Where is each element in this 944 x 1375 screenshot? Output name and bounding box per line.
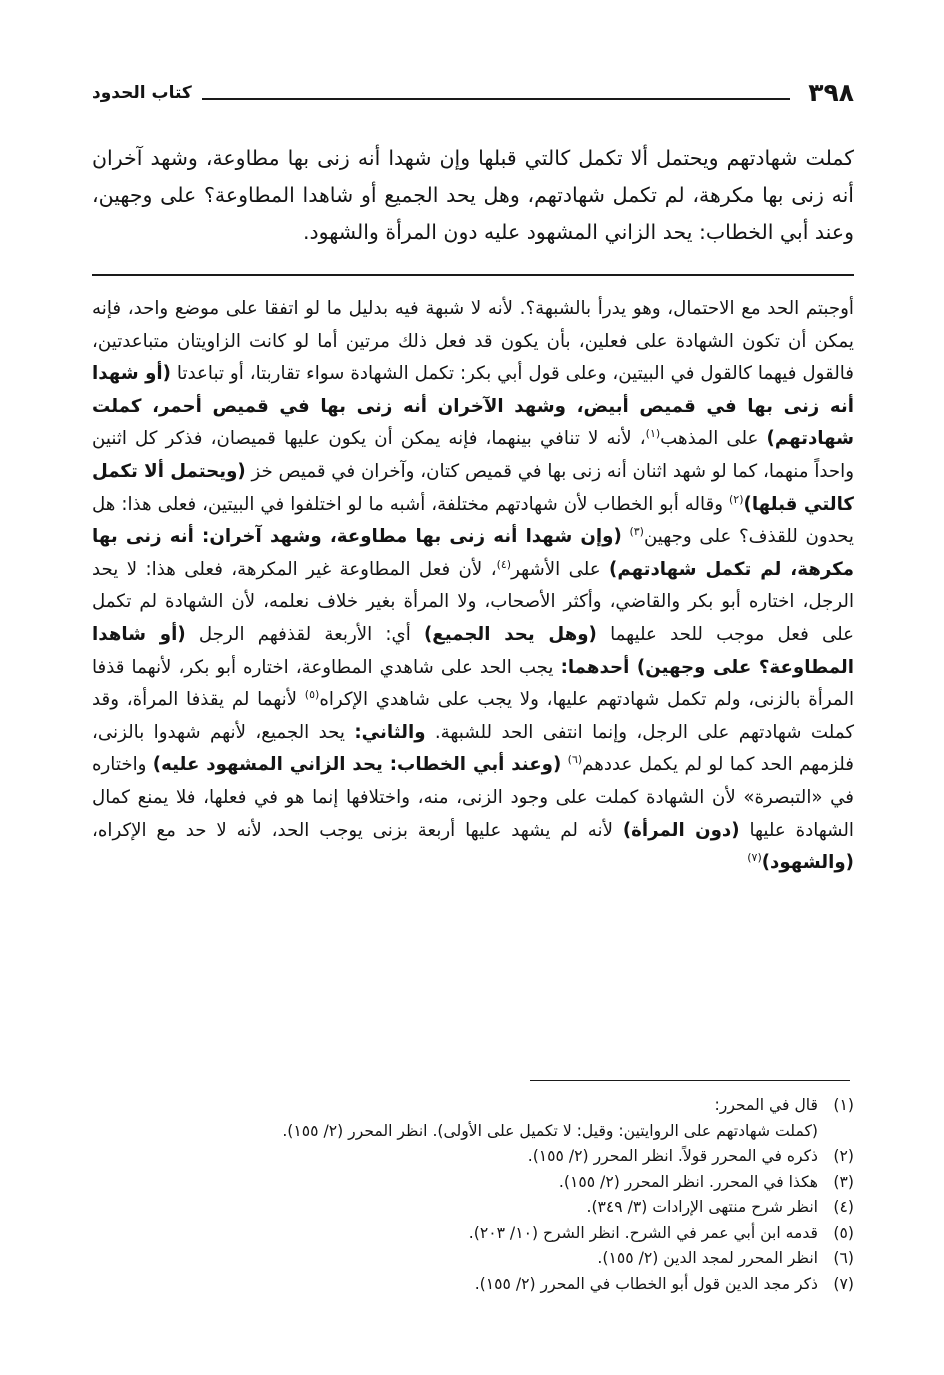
page-number: ٣٩٨: [808, 78, 854, 107]
commentary-text: على الأشهر: [511, 558, 601, 580]
footnotes: [92, 1093, 854, 1297]
commentary-text: ، لأن فعل المطاوعة غير المكرهة، فعلى هذا: لا يحد الرجل، اختاره أبو بكر والقاضي، وأكثر الأصحاب، ولا المرأة بغير خلاف نعلمه، لأن الشهادة لم تكمل على فعل موجب للحد عليهما: [92, 558, 854, 645]
footnote-ref: (٧): [747, 851, 762, 865]
commentary-paragraph: [92, 293, 854, 880]
matn-quote: (دون المرأة): [622, 819, 740, 841]
footnote-item: [92, 1272, 854, 1298]
footnote-text: ذكره في المحرر قولاً. انظر المحرر (٢/ ١٥٥).: [527, 1147, 818, 1165]
commentary-text: لأنه لم يشهد عليها أربعة بزنى يوجب الحد، لأنه لا حد مع الإكراه،: [92, 819, 613, 841]
matn-quote: والثاني:: [354, 721, 426, 743]
footnote-number: (١): [833, 1096, 854, 1114]
footnote-ref: (٥): [304, 688, 320, 702]
footnote-text: انظر المحرر لمجد الدين (٢/ ١٥٥).: [597, 1249, 818, 1267]
header-rule: [202, 98, 790, 100]
footnote-text: هكذا في المحرر. انظر المحرر (٢/ ١٥٥).: [558, 1172, 818, 1191]
page-header: [92, 78, 854, 108]
footnote-text: قال في المحرر:: [714, 1096, 818, 1114]
commentary-text: واختاره في «التبصرة» لأن الشهادة كملت على وجود الزنى، منه، واختلافها إنما هو في فعلها، فلا يمنع كمال الشهادة عليها: [92, 754, 854, 841]
footnote-divider: [530, 1080, 850, 1081]
footnote-ref: (١): [645, 427, 661, 441]
commentary-text: على المذهب: [660, 428, 759, 450]
footnote-number: (٣): [833, 1172, 854, 1191]
footnote-number: (٥): [833, 1223, 854, 1242]
footnote-item: [92, 1195, 854, 1221]
footnote-ref: (٤): [496, 557, 512, 571]
matn-quote: (أو شاهدا المطاوعة؟ على وجهين) أحدهما:: [92, 623, 854, 678]
commentary-text: وقاله أبو الخطاب لأن شهادتهم مختلفة، أشبه ما لو اختلفوا في البيتين، فعلى هذا: هل يحدون للقذف؟ على وجهين: [92, 493, 854, 548]
footnote-ref: (٣): [629, 525, 644, 539]
matn-quote: (والشهود): [761, 852, 854, 874]
commentary-text: أوجبتم الحد مع الاحتمال، وهو يدرأ بالشبهة؟. لأنه لا شبهة فيه بدليل ما لو اتفقا على موضع واحد، فإنه يمكن أن تكون الشهادة على فعلين، بأن يكون قد فعل ذلك مرتين أما لو كانت الزاويتان متباعدتين، فالقول فيهما كالقول في البيتين، وعلى قول أبي بكر: تكمل الشهادة سواء تقاربتا، أو تباعدتا: [92, 298, 854, 385]
footnote-number: (٤): [833, 1198, 854, 1216]
footnote-item: [92, 1093, 854, 1119]
matn-quote: (وإن شهدا أنه زنى بها مطاوعة، وشهد آخران: أنه زنى بها مكرهة، لم تكمل شهادتهم): [92, 526, 854, 580]
footnote-item: [92, 1170, 854, 1196]
footnote-number: (٧): [833, 1274, 854, 1293]
matn-divider: [92, 274, 854, 276]
commentary-text: لأنهما لم يقذفا المرأة، وقد كملت شهادتهم على الرجل، وإنما انتفى الحد للشبهة.: [92, 689, 854, 743]
footnote-text: قدمه ابن أبي عمر في الشرح. انظر الشرح (١٠/ ٢٠٣).: [468, 1223, 818, 1242]
footnote-text: انظر شرح منتهى الإرادات (٣/ ٣٤٩).: [586, 1198, 818, 1216]
footnote-text: ذكر مجد الدين قول أبو الخطاب في المحرر (٢/ ١٥٥).: [474, 1274, 818, 1293]
footnote-ref: (٦): [567, 753, 583, 767]
commentary-text: أي: الأربعة لقذفهم الرجل: [198, 623, 411, 645]
commentary-text: يجب الحد على شاهدي المطاوعة، اختاره أبو بكر، لأنهما قذفا المرأة بالزنى، ولم تكمل شهادتهم عليها، ولا يجب على شاهدي الإكراه: [92, 656, 854, 711]
footnote-item: [92, 1144, 854, 1170]
matn-quote: (وعند أبي الخطاب: يحد الزاني المشهود عليه): [152, 754, 562, 776]
footnote-quote: (كملت شهادتهم على الروايتين: وقيل: لا تكميل على الأولى). انظر المحرر (٢/ ١٥٥).: [282, 1121, 818, 1140]
matn-text-block: [92, 140, 854, 251]
footnote-item: [92, 1221, 854, 1247]
matn-quote: (ويحتمل ألا تكمل كالتي قبلها): [92, 460, 854, 515]
footnote-number: (٢): [833, 1147, 854, 1165]
commentary-block: [92, 293, 854, 880]
footnote-item: [92, 1246, 854, 1272]
footnote-number: (٦): [833, 1249, 854, 1267]
commentary-text: يحد الجميع، لأنهم شهدوا بالزنى، فلزمهم الحد كما لو لم يكمل عددهم: [92, 721, 854, 776]
matn-quote: (أو شهدا أنه زنى بها في قميص أبيض، وشهد الآخران أنه زنى بها في قميص أحمر، كملت شهادتهم): [92, 363, 854, 450]
chapter-title: كتاب الحدود: [92, 83, 192, 103]
commentary-text: ، لأنه لا تنافي بينهما، فإنه يمكن أن يكون عليها قميصان، فذكر كل اثنين واحداً منهما، كما لو شهد اثنان أنه زنى بها في قميص كتان، وآخران في قميص خز: [92, 428, 854, 482]
footnote-ref: (٢): [729, 492, 744, 506]
matn-quote: (وهل يحد الجميع): [423, 623, 597, 645]
matn-paragraph: كملت شهادتهم ويحتمل ألا تكمل كالتي قبلها وإن شهدا أنه زنى بها مطاوعة، وشهد آخران أنه زنى بها مكرهة، لم تكمل شهادتهم، وهل يحد الجميع أو شاهدا المطاوعة؟ على وجهين، وعند أبي الخطاب: يحد الزاني المشهود عليه دون المرأة والشهود.: [92, 146, 854, 244]
